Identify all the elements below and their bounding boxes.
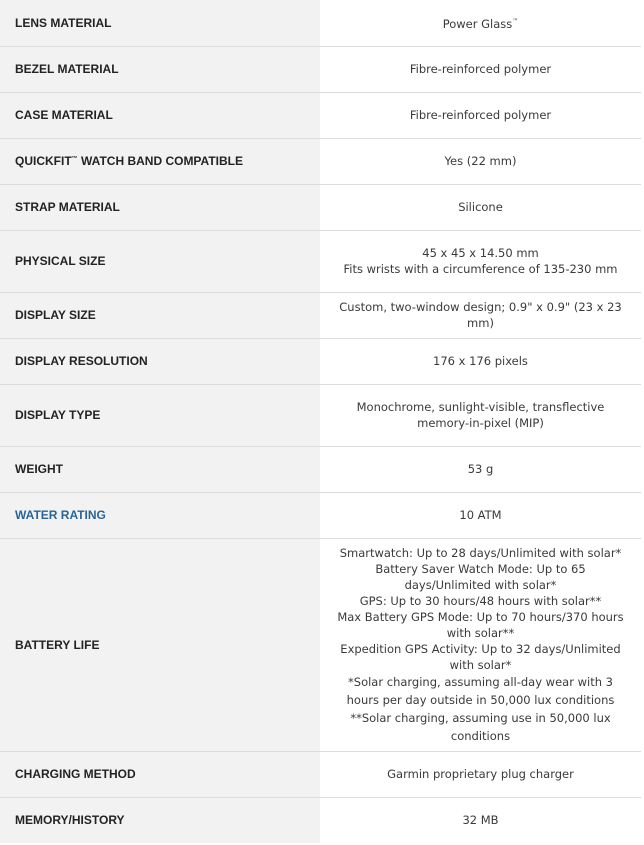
spec-row-quickfit-compatible [0, 138, 641, 184]
spec-row-strap-material [0, 184, 641, 230]
spec-label: WEIGHT [0, 446, 320, 492]
spec-label: DISPLAY RESOLUTION [0, 338, 320, 384]
spec-value-line: **Solar charging, assuming use in 50,000 lux conditions [350, 710, 611, 743]
spec-value [320, 338, 641, 384]
spec-row-bezel-material [0, 46, 641, 92]
spec-value-line: Fibre-reinforced polymer [409, 62, 552, 76]
spec-row-display-type [0, 384, 641, 446]
spec-row-display-resolution [0, 338, 641, 384]
spec-value-line: Silicone [458, 200, 503, 214]
spec-label: DISPLAY TYPE [0, 384, 320, 446]
spec-value-line: Max Battery GPS Mode: Up to 70 hours/370 hours with solar** [337, 609, 624, 640]
spec-value-line: *Solar charging, assuming all-day wear with 3 hours per day outside in 50,000 lux conditions [346, 674, 615, 707]
spec-row-charging-method [0, 751, 641, 797]
spec-value [320, 751, 641, 797]
spec-value [320, 184, 641, 230]
spec-label-link[interactable]: WATER RATING [0, 492, 320, 538]
spec-value-line: Expedition GPS Activity: Up to 32 days/Unlimited with solar* [340, 641, 621, 672]
spec-label: LENS MATERIAL [0, 0, 320, 46]
spec-value-line: 32 MB [462, 813, 499, 828]
spec-label: MEMORY/HISTORY [0, 797, 320, 843]
spec-row-battery-life [0, 538, 641, 751]
spec-value [320, 384, 641, 446]
spec-value-line: Smartwatch: Up to 28 days/Unlimited with solar* [339, 545, 622, 560]
spec-value [320, 797, 641, 843]
spec-value-line: Custom, two-window design; 0.9" x 0.9" (23 x 23 mm) [339, 300, 622, 330]
spec-value-line: Fits wrists with a circumference of 135-230 mm [343, 262, 618, 276]
spec-value-line: Garmin proprietary plug charger [387, 767, 574, 781]
spec-value-line: 176 x 176 pixels [433, 354, 528, 368]
spec-label: DISPLAY SIZE [0, 292, 320, 338]
spec-value-line: Power Glass™ [442, 16, 519, 31]
spec-label: QUICKFIT™ WATCH BAND COMPATIBLE [0, 138, 320, 184]
trademark-mark: ™ [512, 17, 519, 25]
spec-value [320, 446, 641, 492]
spec-label: BATTERY LIFE [0, 538, 320, 751]
spec-value-line: GPS: Up to 30 hours/48 hours with solar** [359, 593, 602, 608]
spec-value [320, 538, 641, 751]
spec-row-display-size [0, 292, 641, 338]
spec-value-line: Yes (22 mm) [444, 154, 517, 168]
spec-value-line: 45 x 45 x 14.50 mm [422, 246, 539, 260]
spec-label: CASE MATERIAL [0, 92, 320, 138]
trademark-mark: ™ [71, 156, 78, 162]
spec-value [320, 46, 641, 92]
spec-value [320, 138, 641, 184]
spec-value [320, 230, 641, 292]
spec-value [320, 492, 641, 538]
spec-row-physical-size [0, 230, 641, 292]
spec-label: CHARGING METHOD [0, 751, 320, 797]
spec-row-memory-history [0, 797, 641, 843]
spec-value-line: 53 g [467, 462, 494, 476]
spec-label: BEZEL MATERIAL [0, 46, 320, 92]
spec-row-lens-material [0, 0, 641, 46]
spec-value-line: Fibre-reinforced polymer [409, 108, 552, 122]
spec-value [320, 0, 641, 46]
spec-value-line: Monochrome, sunlight-visible, transflective memory-in-pixel (MIP) [356, 400, 605, 430]
spec-label: PHYSICAL SIZE [0, 230, 320, 292]
spec-value-line: Battery Saver Watch Mode: Up to 65 days/Unlimited with solar* [375, 561, 586, 592]
spec-row-weight [0, 446, 641, 492]
spec-label: STRAP MATERIAL [0, 184, 320, 230]
spec-value [320, 292, 641, 338]
spec-value-line: 10 ATM [459, 508, 502, 522]
spec-row-case-material [0, 92, 641, 138]
spec-value [320, 92, 641, 138]
spec-row-water-rating [0, 492, 641, 538]
